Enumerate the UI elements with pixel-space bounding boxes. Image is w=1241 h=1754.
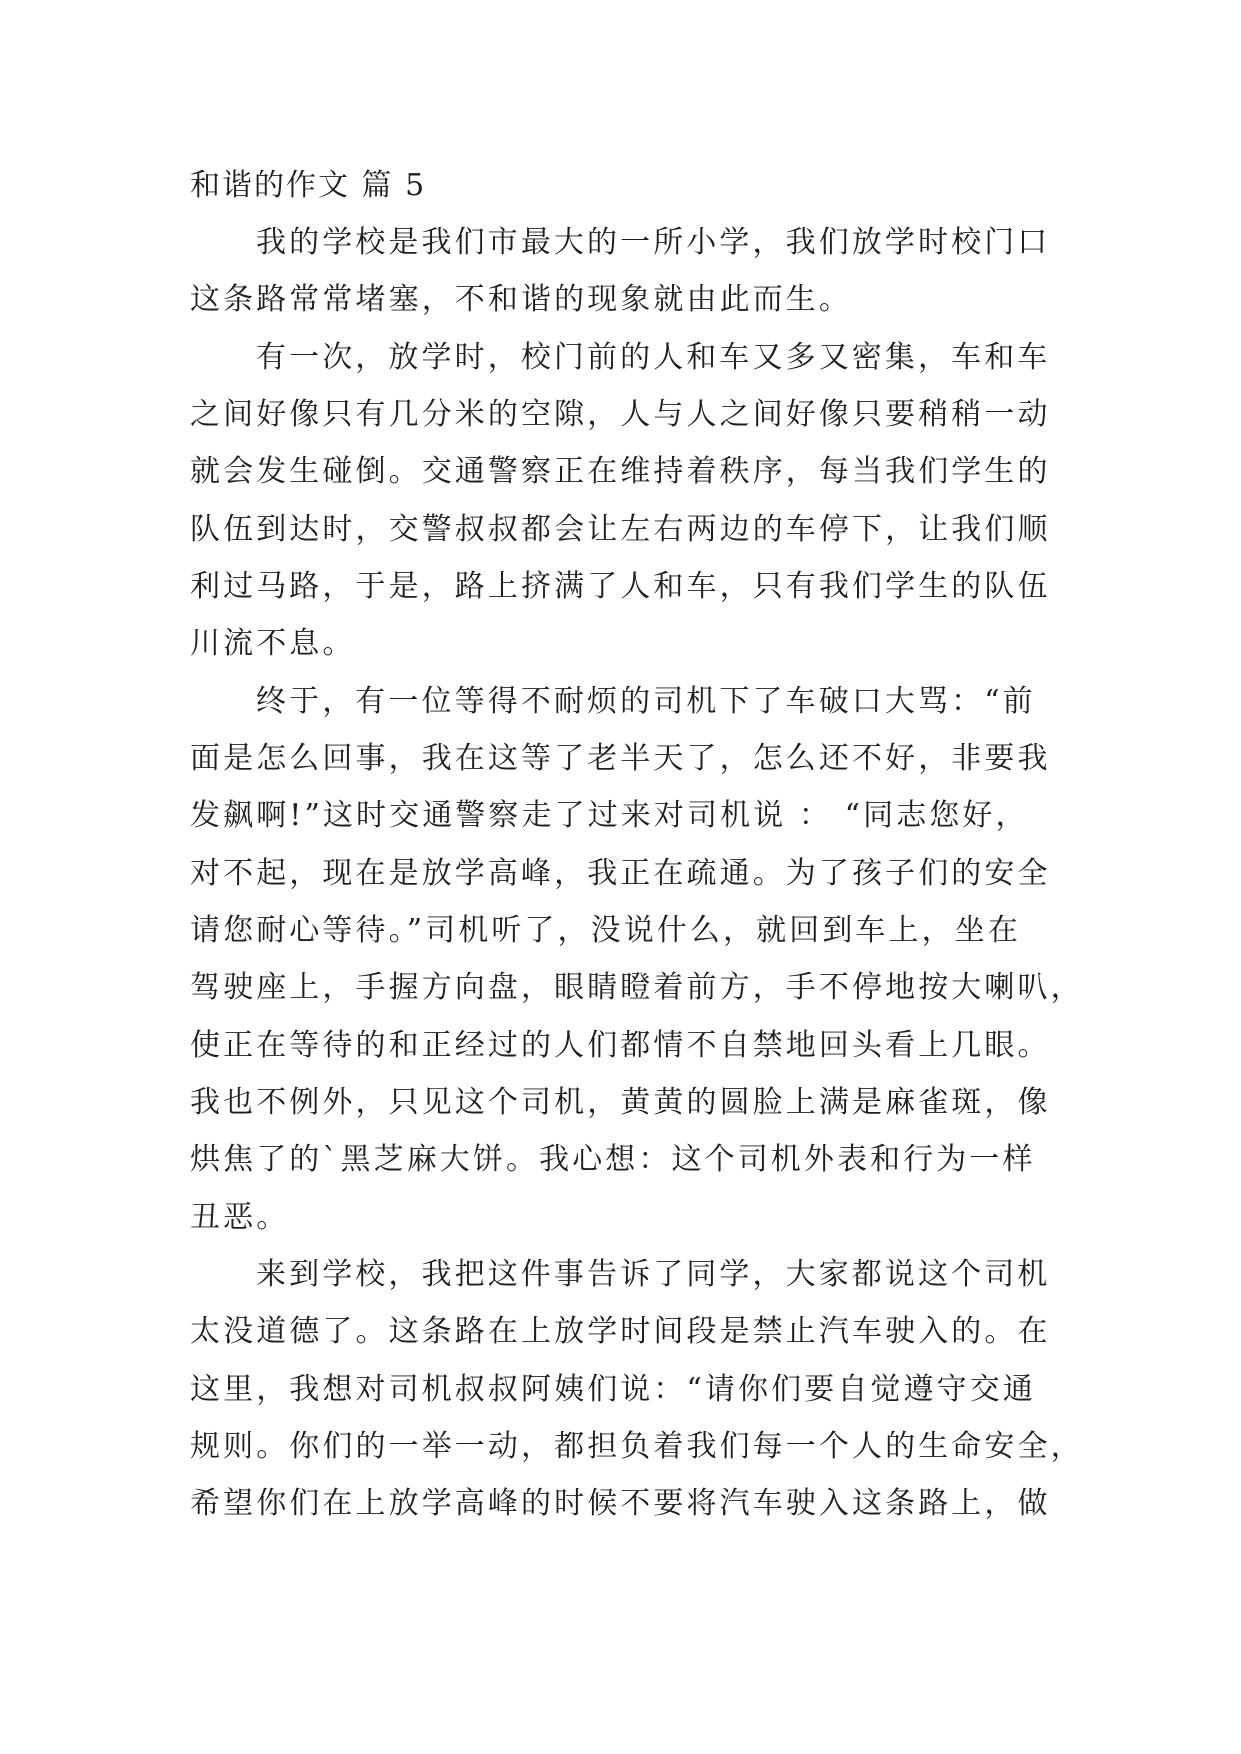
text-line: 我也不例外，只见这个司机，黄黄的圆脸上满是麻雀斑，像 bbox=[190, 1085, 1051, 1120]
text-line: 有一次，放学时，校门前的人和车又多又密集，车和车 bbox=[256, 340, 1051, 375]
text-line: 烘焦了的`黑芝麻大饼。我心想：这个司机外表和行为一样 bbox=[190, 1142, 1036, 1177]
text-line: 我的学校是我们市最大的一所小学，我们放学时校门口 bbox=[256, 225, 1051, 260]
text-line: 希望你们在上放学高峰的时候不要将汽车驶入这条路上，做 bbox=[190, 1486, 1051, 1521]
text-line: 对不起，现在是放学高峰，我正在疏通。为了孩子们的安全 bbox=[190, 856, 1051, 891]
text-line: 发飙啊!”这时交通警察走了过来对司机说 ： “同志您好， bbox=[190, 798, 1029, 833]
text-line: 面是怎么回事，我在这等了老半天了，怎么还不好，非要我 bbox=[190, 741, 1051, 776]
text-line: 驾驶座上，手握方向盘，眼睛瞪着前方，手不停地按大喇叭， bbox=[190, 970, 1084, 1005]
text-line: 终于，有一位等得不耐烦的司机下了车破口大骂：“前 bbox=[256, 684, 1036, 719]
text-line: 太没道德了。这条路在上放学时间段是禁止汽车驶入的。在 bbox=[190, 1314, 1051, 1349]
text-line: 请您耐心等待。”司机听了，没说什么，就回到车上，坐在 bbox=[190, 913, 1021, 948]
text-line: 来到学校，我把这件事告诉了同学，大家都说这个司机 bbox=[256, 1257, 1051, 1292]
text-line: 就会发生碰倒。交通警察正在维持着秩序，每当我们学生的 bbox=[190, 454, 1051, 489]
text-line: 之间好像只有几分米的空隙，人与人之间好像只要稍稍一动 bbox=[190, 397, 1051, 432]
text-line: 队伍到达时，交警叔叔都会让左右两边的车停下，让我们顺 bbox=[190, 512, 1051, 547]
document-title: 和谐的作文 篇 5 bbox=[190, 168, 427, 203]
text-line: 丑恶。 bbox=[190, 1200, 290, 1235]
text-line: 规则。你们的一举一动，都担负着我们每一个人的生命安全， bbox=[190, 1429, 1084, 1464]
text-line: 这条路常常堵塞，不和谐的现象就由此而生。 bbox=[190, 282, 852, 317]
text-line: 这里，我想对司机叔叔阿姨们说：“请你们要自觉遵守交通 bbox=[190, 1372, 1036, 1407]
text-line: 川流不息。 bbox=[190, 626, 356, 661]
text-line: 使正在等待的和正经过的人们都情不自禁地回头看上几眼。 bbox=[190, 1028, 1051, 1063]
text-line: 利过马路，于是，路上挤满了人和车，只有我们学生的队伍 bbox=[190, 569, 1051, 604]
